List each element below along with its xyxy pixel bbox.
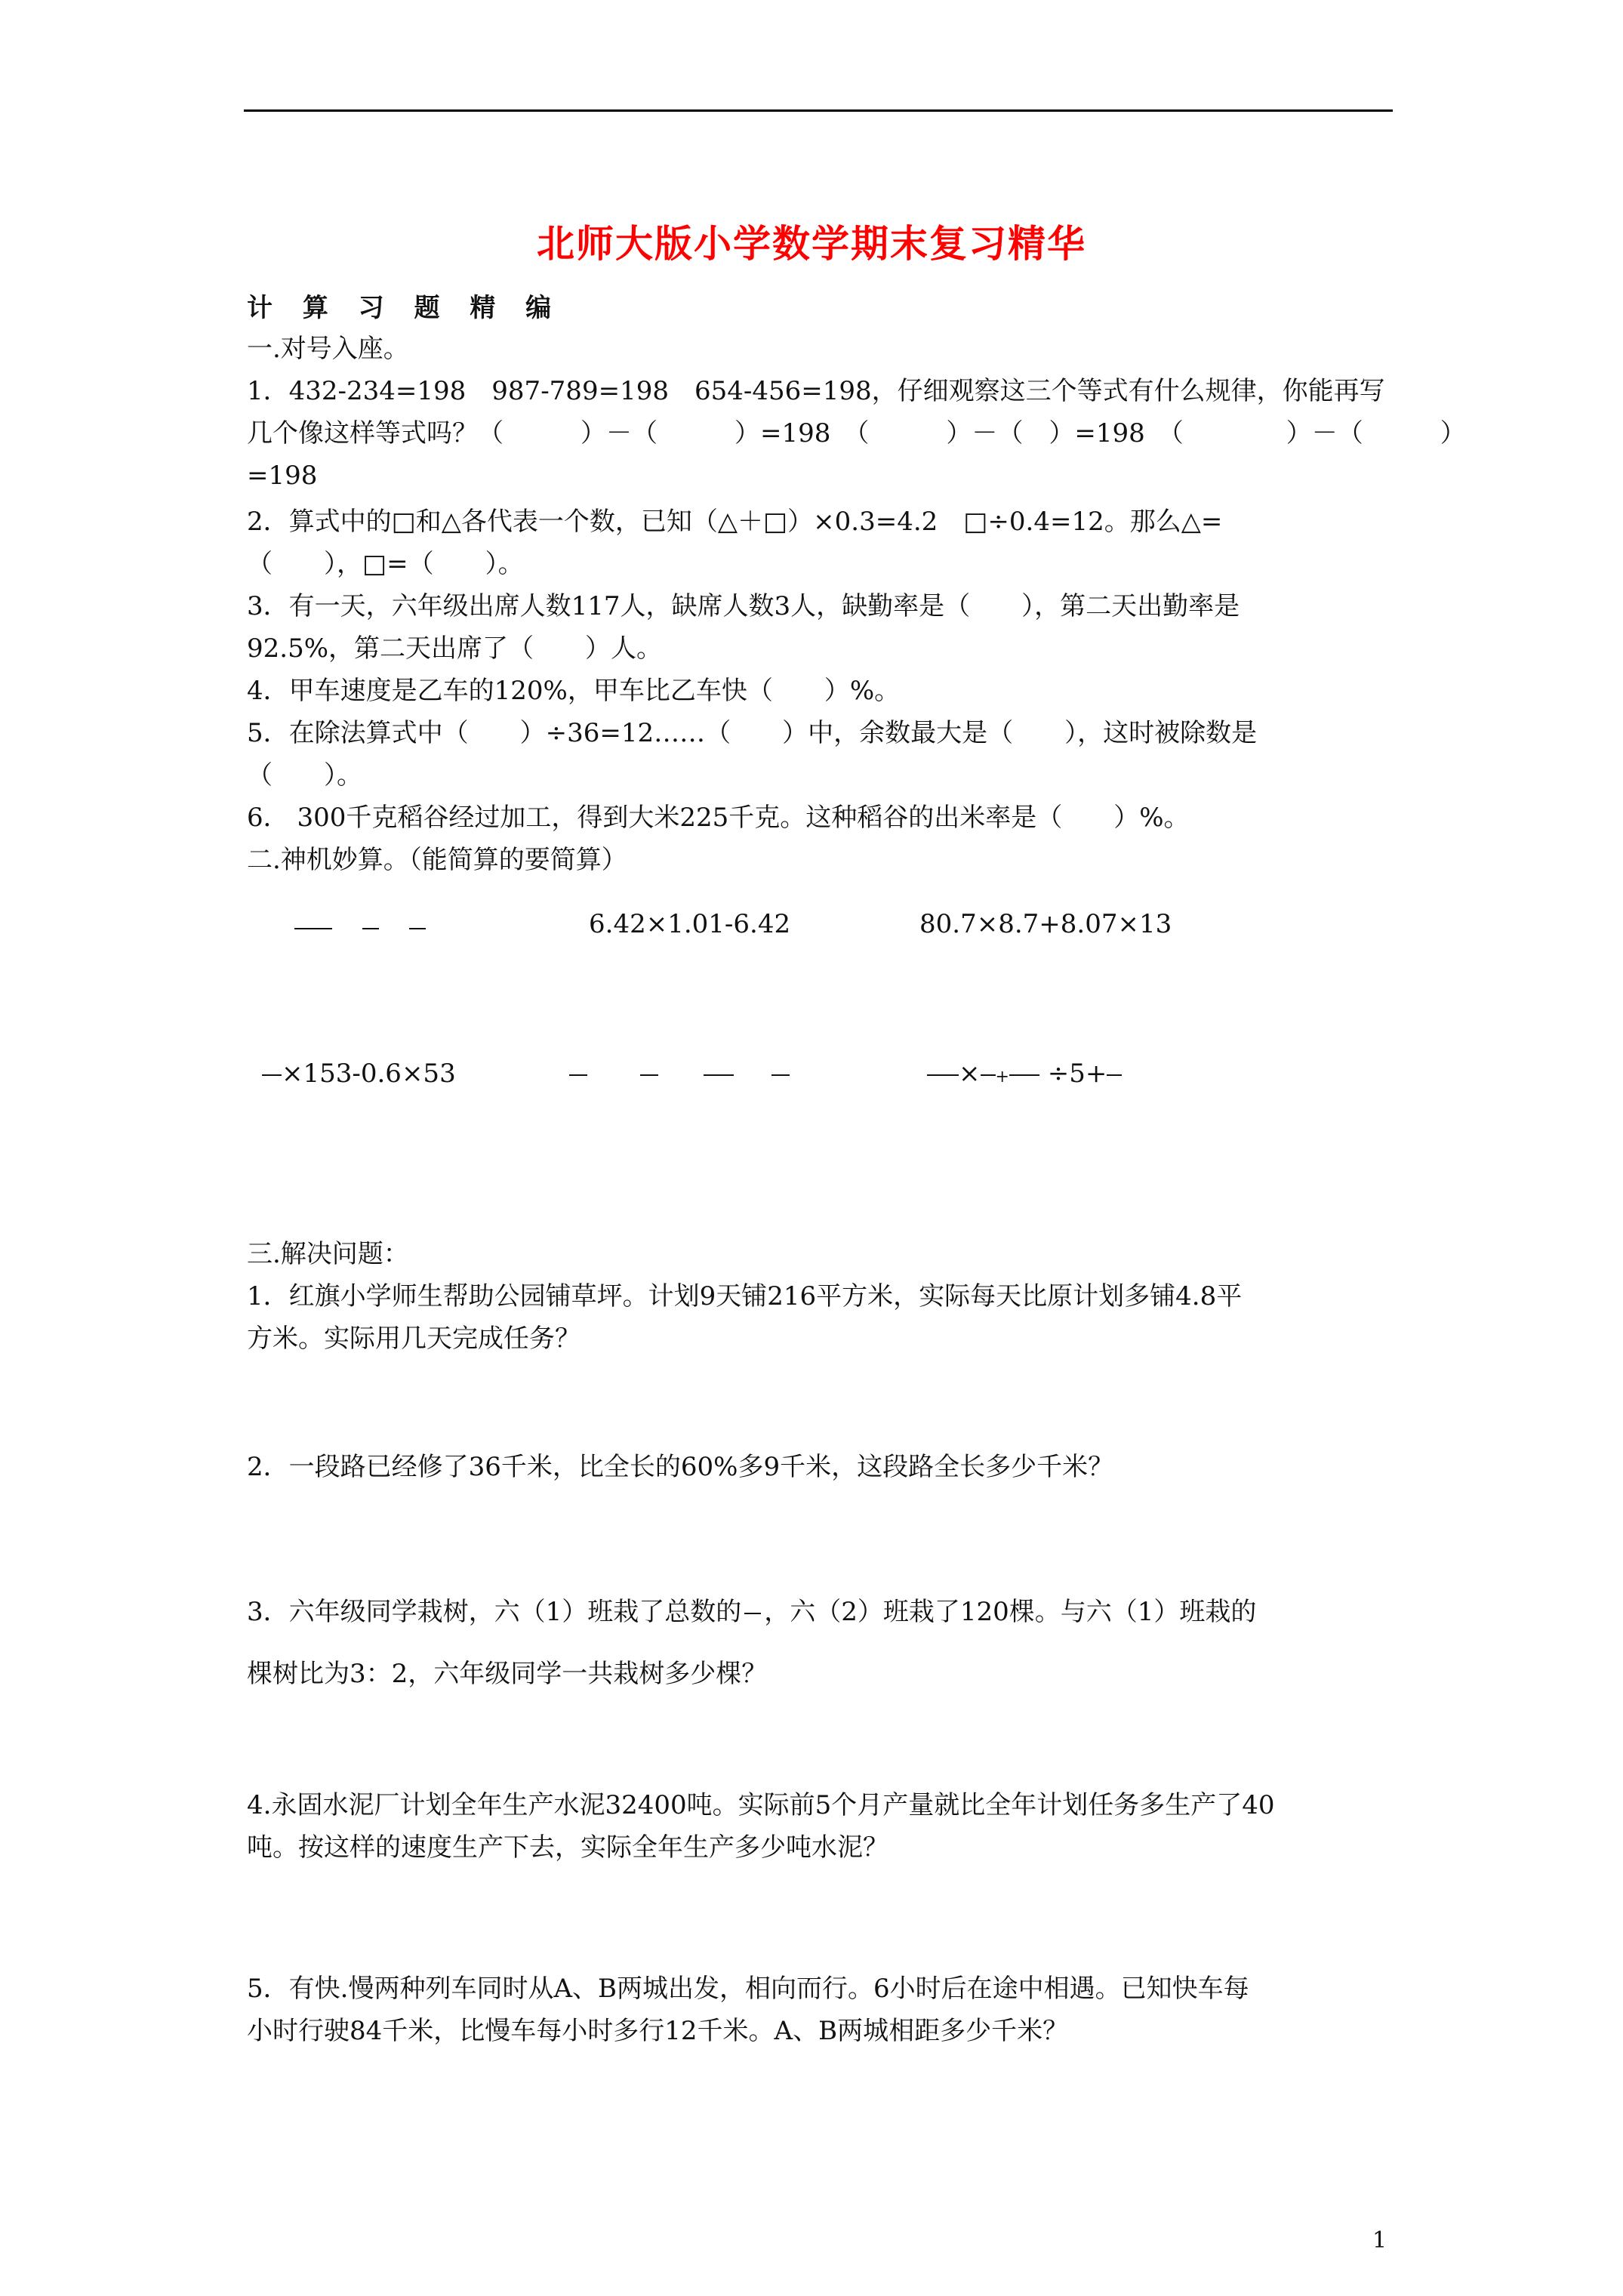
header-rule bbox=[244, 109, 1393, 112]
section-heading: 计 算 习 题 精 编 bbox=[247, 293, 562, 323]
fraction-expression-5 bbox=[569, 1059, 790, 1089]
part1-line: （ ）。 bbox=[247, 760, 362, 791]
expression-4 bbox=[262, 1059, 456, 1089]
expression-2: 6.42×1.01-6.42 bbox=[589, 909, 791, 939]
problem-3-end: ，六（2）班栽了120棵。与六（1）班栽的 bbox=[764, 1597, 1257, 1627]
problem-line: 吨。按这样的速度生产下去，实际全年生产多少吨水泥？ bbox=[247, 1832, 888, 1863]
fraction-expression-1 bbox=[294, 912, 426, 942]
problem-line: 1．红旗小学师生帮助公园铺草坪。计划9天铺216平方米，实际每天比原计划多铺4.8平 bbox=[247, 1281, 1243, 1311]
expression-3: 80.7×8.7+8.07×13 bbox=[919, 909, 1172, 939]
part1-heading: 一.对号入座。 bbox=[247, 334, 409, 364]
operator: × bbox=[959, 1059, 981, 1089]
problem-line bbox=[247, 1597, 1256, 1628]
problem-line: 方米。实际用几天完成任务？ bbox=[247, 1324, 581, 1354]
part1-line: 几个像这样等式吗？（ ）－（ ）=198 （ ）－（ ）=198 （ ）－（ ） bbox=[247, 418, 1466, 448]
fraction-expression-6 bbox=[927, 1059, 1122, 1089]
problem-line: 棵树比为3：2，六年级同学一共栽树多少棵？ bbox=[247, 1659, 768, 1689]
problem-line: 2．一段路已经修了36千米，比全长的60%多9千米，这段路全长多少千米？ bbox=[247, 1452, 1114, 1482]
document-title: 北师大版小学数学期末复习精华 bbox=[537, 222, 1086, 266]
operator: + bbox=[995, 1068, 1009, 1086]
part1-line: 5．在除法算式中（ ）÷36=12……（ ）中，余数最大是（ ），这时被除数是 bbox=[247, 718, 1258, 748]
fraction-placeholder bbox=[744, 1613, 761, 1614]
problem-line: 5．有快.慢两种列车同时从A、B两城出发，相向而行。6小时后在途中相遇。已知快车每 bbox=[247, 1974, 1249, 2004]
expression-4-tail: ×153-0.6×53 bbox=[282, 1059, 456, 1089]
part2-heading: 二.神机妙算。（能简算的要简算） bbox=[247, 845, 627, 875]
part3-heading: 三.解决问题： bbox=[247, 1239, 409, 1269]
operator: ÷5+ bbox=[1047, 1059, 1107, 1089]
part1-line: 4．甲车速度是乙车的120%，甲车比乙车快（ ）%。 bbox=[247, 676, 901, 706]
part1-line: 2．算式中的□和△各代表一个数，已知（△＋□）×0.3=4.2 □÷0.4=12。那么△= bbox=[247, 507, 1223, 537]
part1-line: =198 bbox=[247, 461, 318, 491]
part1-line: 92.5%，第二天出席了（ ）人。 bbox=[247, 633, 663, 664]
part1-line: （ ），□=（ ）。 bbox=[247, 549, 524, 579]
part1-line: 1．432-234=198 987-789=198 654-456=198，仔细观察这三个等式有什么规律，你能再写 bbox=[247, 376, 1385, 406]
part1-line: 3．有一天，六年级出席人数117人，缺席人数3人，缺勤率是（ ），第二天出勤率是 bbox=[247, 591, 1240, 621]
part1-line: 6． 300千克稻谷经过加工，得到大米225千克。这种稻谷的出米率是（ ）%。 bbox=[247, 803, 1190, 833]
problem-line: 4.永固水泥厂计划全年生产水泥32400吨。实际前5个月产量就比全年计划任务多生产了40 bbox=[247, 1790, 1275, 1820]
problem-line: 小时行驶84千米，比慢车每小时多行12千米。A、B两城相距多少千米？ bbox=[247, 2016, 1069, 2046]
page-number: 1 bbox=[1372, 2227, 1387, 2254]
problem-3-start: 3．六年级同学栽树，六（1）班栽了总数的 bbox=[247, 1597, 742, 1627]
